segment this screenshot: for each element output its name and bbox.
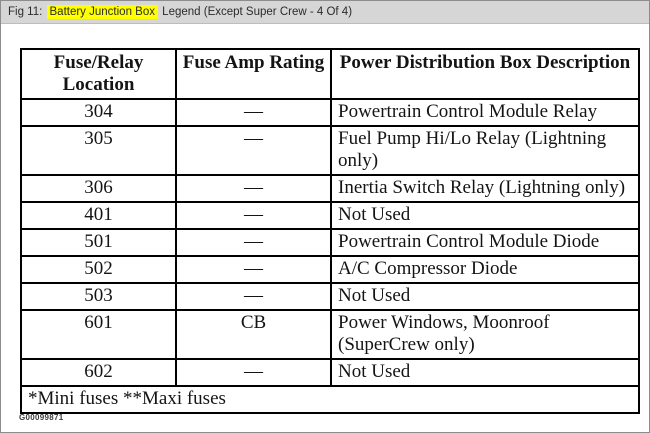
fuse-table-body xyxy=(21,99,639,386)
description-cell: A/C Compressor Diode xyxy=(331,256,639,283)
description-cell: Not Used xyxy=(331,283,639,310)
amp-rating-cell: — xyxy=(176,359,331,386)
fuse-location-cell: 305 xyxy=(21,126,176,175)
description-cell: Not Used xyxy=(331,202,639,229)
amp-rating-cell: — xyxy=(176,283,331,310)
description-cell: Power Windows, Moonroof (SuperCrew only) xyxy=(331,310,639,359)
table-row xyxy=(21,283,639,310)
caption-prefix: Fig 11: xyxy=(8,6,46,18)
column-header-fuse-relay-location: Fuse/Relay Location xyxy=(21,49,176,99)
amp-rating-cell: — xyxy=(176,256,331,283)
fuse-location-cell: 502 xyxy=(21,256,176,283)
figure-code: G00099871 xyxy=(19,413,64,422)
table-row xyxy=(21,99,639,126)
table-row xyxy=(21,229,639,256)
fuse-legend-table xyxy=(20,48,640,414)
description-cell: Powertrain Control Module Relay xyxy=(331,99,639,126)
figure-caption-bar xyxy=(1,1,649,24)
amp-rating-cell: — xyxy=(176,229,331,256)
footnote-cell: *Mini fuses **Maxi fuses xyxy=(21,386,639,413)
table-row xyxy=(21,126,639,175)
description-cell: Not Used xyxy=(331,359,639,386)
table-row xyxy=(21,359,639,386)
caption-suffix: Legend (Except Super Crew - 4 Of 4) xyxy=(158,6,353,18)
table-header-row xyxy=(21,49,639,99)
table-row xyxy=(21,202,639,229)
description-cell: Fuel Pump Hi/Lo Relay (Lightning only) xyxy=(331,126,639,175)
fuse-location-cell: 306 xyxy=(21,175,176,202)
description-cell: Inertia Switch Relay (Lightning only) xyxy=(331,175,639,202)
table-row xyxy=(21,256,639,283)
table-row xyxy=(21,310,639,359)
amp-rating-cell: — xyxy=(176,202,331,229)
fuse-location-cell: 401 xyxy=(21,202,176,229)
amp-rating-cell: — xyxy=(176,126,331,175)
amp-rating-cell: — xyxy=(176,99,331,126)
amp-rating-cell: — xyxy=(176,175,331,202)
fuse-location-cell: 503 xyxy=(21,283,176,310)
fuse-location-cell: 601 xyxy=(21,310,176,359)
fuse-location-cell: 602 xyxy=(21,359,176,386)
table-footnote-row xyxy=(21,386,639,413)
fuse-location-cell: 501 xyxy=(21,229,176,256)
column-header-fuse-amp-rating: Fuse Amp Rating xyxy=(176,49,331,99)
description-cell: Powertrain Control Module Diode xyxy=(331,229,639,256)
fuse-location-cell: 304 xyxy=(21,99,176,126)
caption-highlighted-term: Battery Junction Box xyxy=(47,5,158,19)
column-header-description: Power Distribution Box Description xyxy=(331,49,639,99)
table-row xyxy=(21,175,639,202)
amp-rating-cell: CB xyxy=(176,310,331,359)
